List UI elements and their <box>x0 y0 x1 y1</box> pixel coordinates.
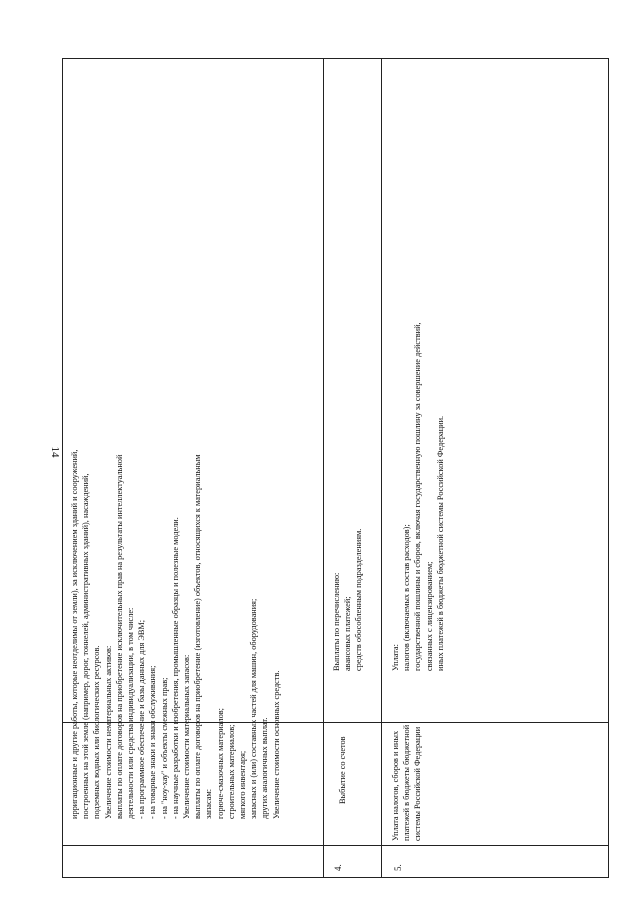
name-line: платежей в бюджеты бюджетной <box>402 724 412 841</box>
content-line: Увеличение стоимости нематериальных активов: <box>103 645 113 819</box>
row-name <box>390 725 424 841</box>
content-line: мягкого инвентаря; <box>238 750 248 819</box>
content-line: подземных водных или биологических ресурсов. <box>92 645 102 819</box>
content-line: деятельности или средства индивидуализации, в том числе: <box>126 607 136 819</box>
content-line: иных платежей в бюджеты бюджетной системы Российской Федерации. <box>435 415 445 671</box>
content-line: Увеличение стоимости материальных запасов: <box>182 654 192 819</box>
row-name <box>337 736 348 804</box>
content-line: авансовых платежей; <box>343 596 353 671</box>
content-line: других аналогичных выплат. <box>260 717 270 819</box>
row-separator <box>381 59 382 877</box>
content-line: связанных с лицензированием; <box>424 561 434 671</box>
content-line: Уплата: <box>391 644 400 671</box>
row-content-continuation <box>69 450 282 819</box>
content-line: построенных на этой земле (например, дорог, тоннелей, административных зданий), насаждений, <box>81 473 91 819</box>
document-table <box>62 58 609 878</box>
content-line: выплаты по оплате договоров на приобретение исключительных прав на результаты интеллектуальной <box>114 454 124 819</box>
row-separator <box>323 59 324 877</box>
row-content <box>331 529 365 671</box>
name-line: системы Российской Федерации <box>413 726 423 841</box>
content-line: Увеличение стоимости основных средств. <box>271 670 281 819</box>
name-line: Уплата налогов, сборов и иных <box>391 730 400 841</box>
content-line: запасных и (или) составных частей для машин, оборудования; <box>249 598 259 819</box>
content-line: государственной пошлины и сборов, включая государственную пошлину за совершение действий, <box>413 322 423 671</box>
content-line: строительных материалов; <box>226 724 236 819</box>
content-line: - на товарные знаки и знаки обслуживания; <box>148 665 158 819</box>
column-separator <box>63 845 608 846</box>
content-line: налогов (включаемых в состав расходов); <box>402 524 412 671</box>
row-content <box>390 322 446 671</box>
content-line: ирригационные и другие работы, которые неотделимы от земли), за исключением зданий и сооружений, <box>70 449 79 819</box>
content-line: - на научные разработки и изобретения, промышленные образцы и полезные модели. <box>170 517 180 819</box>
row-number: 5. <box>393 864 403 871</box>
content-line: горюче-смазочных материалов; <box>215 708 225 819</box>
content-line: Выплаты по перечислению: <box>332 572 341 671</box>
row-number: 4. <box>333 864 343 871</box>
content-line: - на "ноу-хау" и объекты смежных прав; <box>159 677 169 819</box>
content-line: - на программное обеспечение и базы данных для ЭВМ; <box>137 619 147 819</box>
name-line: Выбытие со счетов <box>338 736 347 804</box>
page-number: 14 <box>49 446 61 458</box>
content-line: средств обособленным подразделениям. <box>354 528 364 671</box>
content-line: выплаты по оплате договоров на приобретение (изготовление) объектов, относящихся к материальным <box>193 454 203 819</box>
content-line: запасам: <box>204 789 214 819</box>
